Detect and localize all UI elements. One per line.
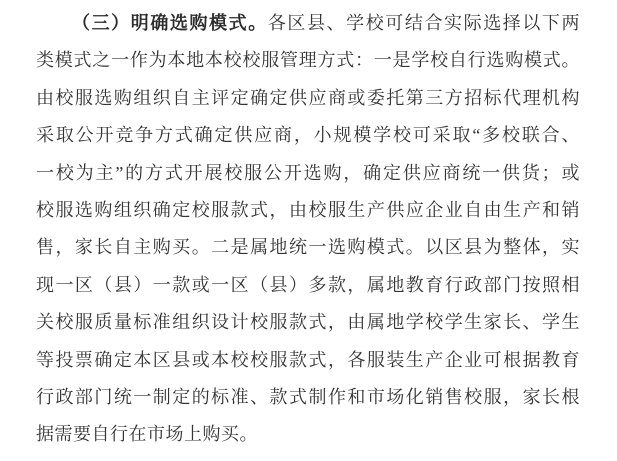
line-text: 采取公开竞争方式确定供应商，小规模学校可采取“多校联合、 xyxy=(36,125,580,146)
text-line xyxy=(36,342,580,379)
line-text: 售，家长自主购买。二是属地统一选购模式。以区县为整体，实 xyxy=(36,237,580,258)
line-text: 据需要自行在市场上购买。 xyxy=(36,424,258,445)
line-text: 行政部门统一制定的标准、款式制作和市场化销售校服，家长根 xyxy=(36,386,580,407)
text-line xyxy=(36,42,580,79)
line-text: 由校服选购组织自主评定确定供应商或委托第三方招标代理机构 xyxy=(36,87,580,108)
text-line xyxy=(36,80,580,117)
text-line xyxy=(36,117,580,154)
policy-paragraph xyxy=(36,5,580,454)
line-text: 现一区（县）一款或一区（县）多款，属地教育行政部门按照相 xyxy=(36,274,580,295)
text-line xyxy=(36,267,580,304)
line-text: 一校为主”的方式开展校服公开选购，确定供应商统一供货；或 xyxy=(36,162,580,183)
text-line xyxy=(36,416,580,453)
line-text: 各区县、学校可结合实际选择以下两 xyxy=(267,13,580,33)
line-text: 等投票确定本区县或本校校服款式，各服装生产企业可根据教育 xyxy=(36,349,580,370)
text-line xyxy=(36,192,580,229)
text-line xyxy=(36,379,580,416)
text-line xyxy=(36,155,580,192)
line-text: 类模式之一作为本地本校校服管理方式：一是学校自行选购模式。 xyxy=(36,50,580,71)
text-line xyxy=(36,5,580,42)
text-line xyxy=(36,229,580,266)
line-text: 关校服质量标准组织设计校服款式，由属地学校学生家长、学生 xyxy=(36,312,580,333)
line-text: 校服选购组织确定校服款式，由校服生产供应企业自由生产和销 xyxy=(36,199,580,220)
section-heading: （三）明确选购模式。 xyxy=(72,13,268,33)
text-line xyxy=(36,304,580,341)
